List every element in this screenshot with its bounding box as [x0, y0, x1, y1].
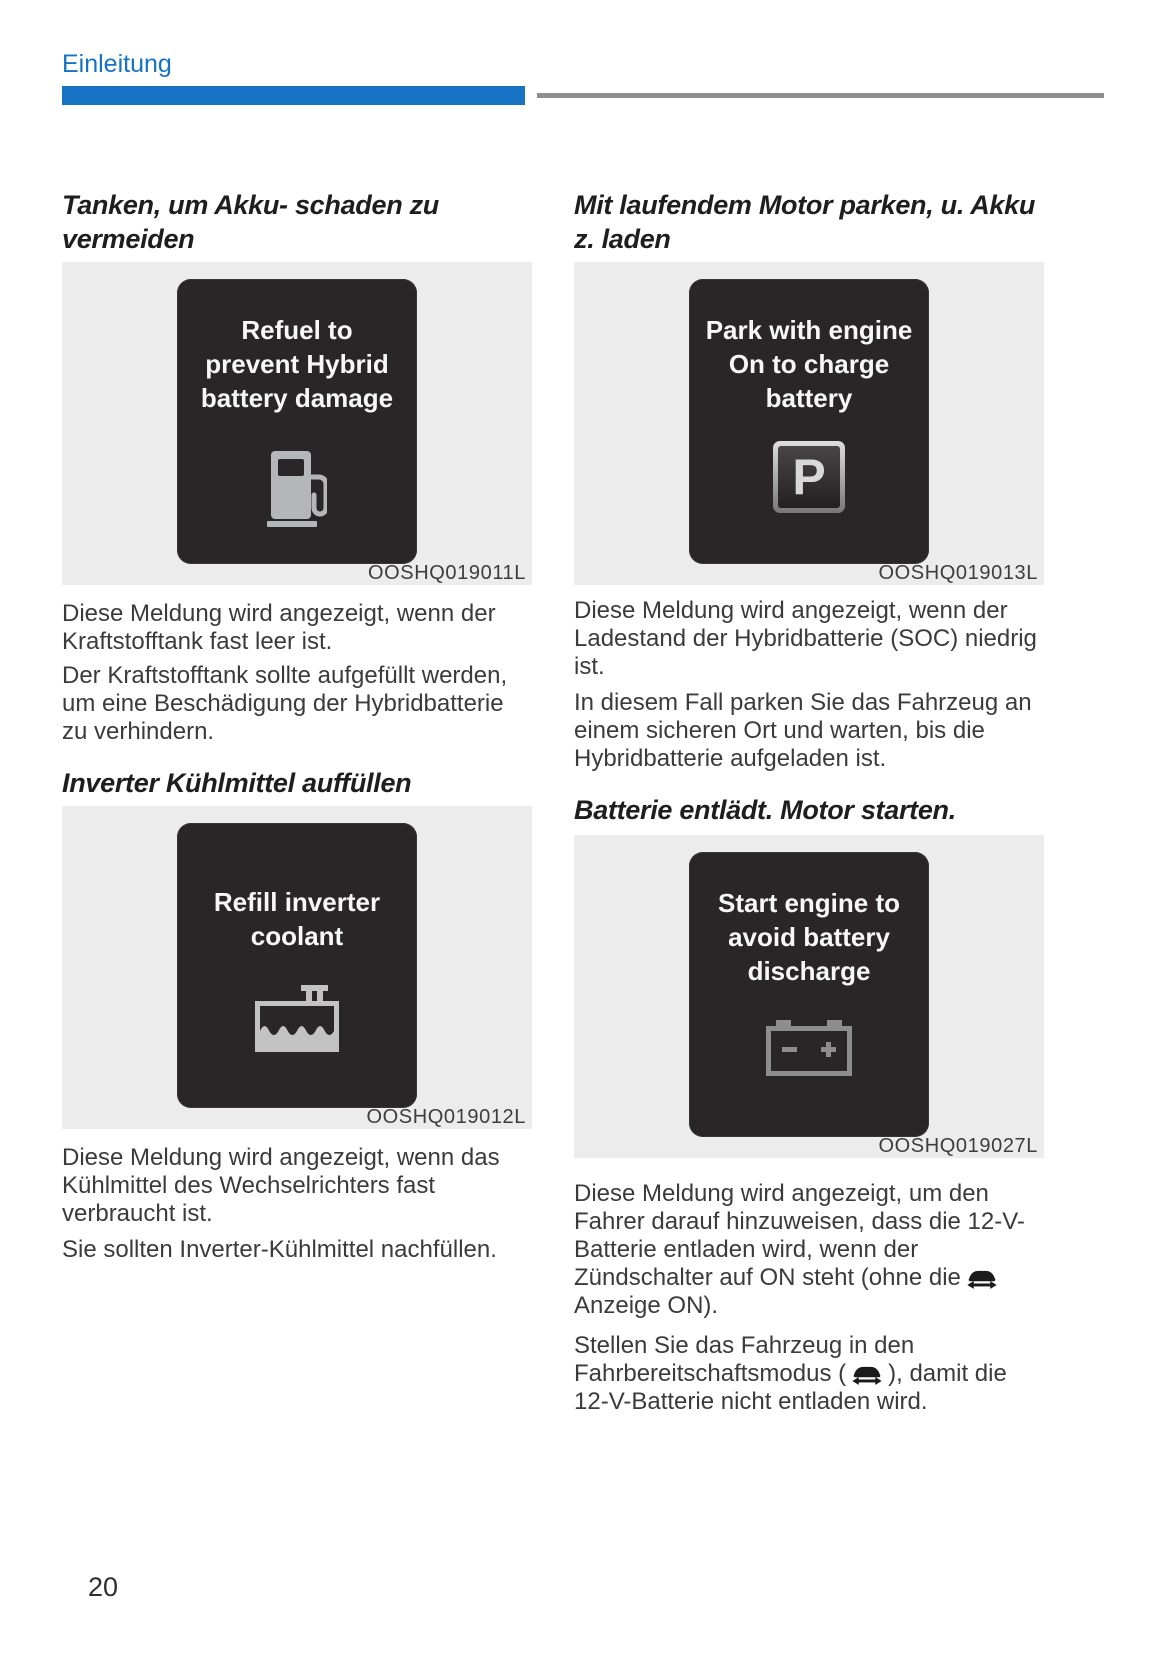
- section-refuel: [62, 188, 532, 746]
- fuel-pump-icon: [267, 447, 327, 527]
- display-message-line: discharge: [747, 956, 871, 986]
- ready-indicator-icon: [966, 1267, 998, 1289]
- display-message: [718, 886, 900, 988]
- section-heading: Inverter Kühlmittel auffüllen: [62, 768, 412, 798]
- display-message-line: battery: [765, 383, 853, 413]
- paragraph: Diese Meldung wird angezeigt, wenn der Ladestand der Hybridbatterie (SOC) niedrig ist.: [574, 597, 1037, 680]
- display-message-line: Park with engine: [705, 315, 913, 345]
- paragraph: In diesem Fall parken Sie das Fahrzeug an einem sicheren Ort und warten, bis die Hybridbatterie aufgeladen ist.: [574, 689, 1032, 772]
- display-message-line: avoid battery: [728, 922, 890, 952]
- section-coolant: [62, 766, 532, 1264]
- battery-icon: [766, 1020, 852, 1077]
- display-message-line: Refuel to: [241, 315, 353, 345]
- section-discharge: [574, 793, 1044, 1416]
- page-number: 20: [88, 1572, 119, 1602]
- paragraph: [574, 1180, 1044, 1320]
- display-message-line: On to charge: [728, 349, 890, 379]
- header-divider-line: [537, 93, 1104, 98]
- right-column: [574, 188, 1044, 1416]
- figure-panel: [62, 806, 532, 1129]
- paragraph: [574, 1332, 1044, 1416]
- chapter-accent-bar: [62, 86, 525, 105]
- paragraph: Diese Meldung wird angezeigt, wenn das Kühlmittel des Wechselrichters fast verbraucht ist.: [62, 1144, 500, 1227]
- display-message-line: Refill inverter: [213, 887, 381, 917]
- paragraph: Sie sollten Inverter-Kühlmittel nachfüllen.: [62, 1236, 497, 1263]
- cluster-display: [177, 823, 417, 1108]
- parking-icon: [773, 441, 845, 513]
- coolant-radiator-icon: [255, 985, 339, 1053]
- chapter-title: Einleitung: [62, 50, 172, 78]
- section-heading: Batterie entlädt. Motor starten.: [574, 795, 956, 825]
- section-heading: Mit laufendem Motor parken, u. Akku z. laden: [574, 190, 1036, 254]
- figure-panel: [574, 262, 1044, 585]
- figure-code: OOSHQ019012L: [366, 1106, 526, 1128]
- paragraph-text: ), damit die 12-V-Batterie nicht entladen wird.: [574, 1360, 1007, 1415]
- section-park: [574, 188, 1044, 773]
- paragraph: Diese Meldung wird angezeigt, wenn der Kraftstofftank fast leer ist.: [62, 600, 496, 655]
- display-message-line: coolant: [250, 921, 344, 951]
- section-heading: Tanken, um Akku- schaden zu vermeiden: [62, 190, 439, 254]
- cluster-display: [689, 852, 929, 1137]
- paragraph-text: Stellen Sie das Fahrzeug in den Fahrbereitschaftsmodus (: [574, 1332, 915, 1387]
- cluster-display: [689, 279, 929, 564]
- figure-panel: [574, 835, 1044, 1158]
- display-message: [201, 313, 393, 415]
- figure-code: OOSHQ019011L: [367, 562, 526, 584]
- paragraph-text: Anzeige ON).: [574, 1292, 719, 1319]
- cluster-display: [177, 279, 417, 564]
- figure-panel: [62, 262, 532, 585]
- paragraph: Der Kraftstofftank sollte aufgefüllt werden, um eine Beschädigung der Hybridbatterie zu verhindern.: [62, 662, 508, 745]
- ready-indicator-icon: [851, 1363, 883, 1385]
- paragraph-text: Diese Meldung wird angezeigt, um den Fahrer darauf hinzuweisen, dass die 12-V-Batterie entladen wird, wenn der Zündschalter auf ON steht (ohne die: [574, 1180, 1025, 1291]
- left-column: [62, 188, 532, 1264]
- display-message-line: prevent Hybrid: [205, 349, 389, 379]
- figure-code: OOSHQ019013L: [878, 562, 1038, 584]
- figure-code: OOSHQ019027L: [878, 1135, 1038, 1157]
- display-message: [214, 885, 380, 953]
- display-message-line: battery damage: [200, 383, 394, 413]
- parking-letter: P: [778, 446, 840, 508]
- display-message-line: Start engine to: [717, 888, 900, 918]
- display-message: [706, 313, 913, 415]
